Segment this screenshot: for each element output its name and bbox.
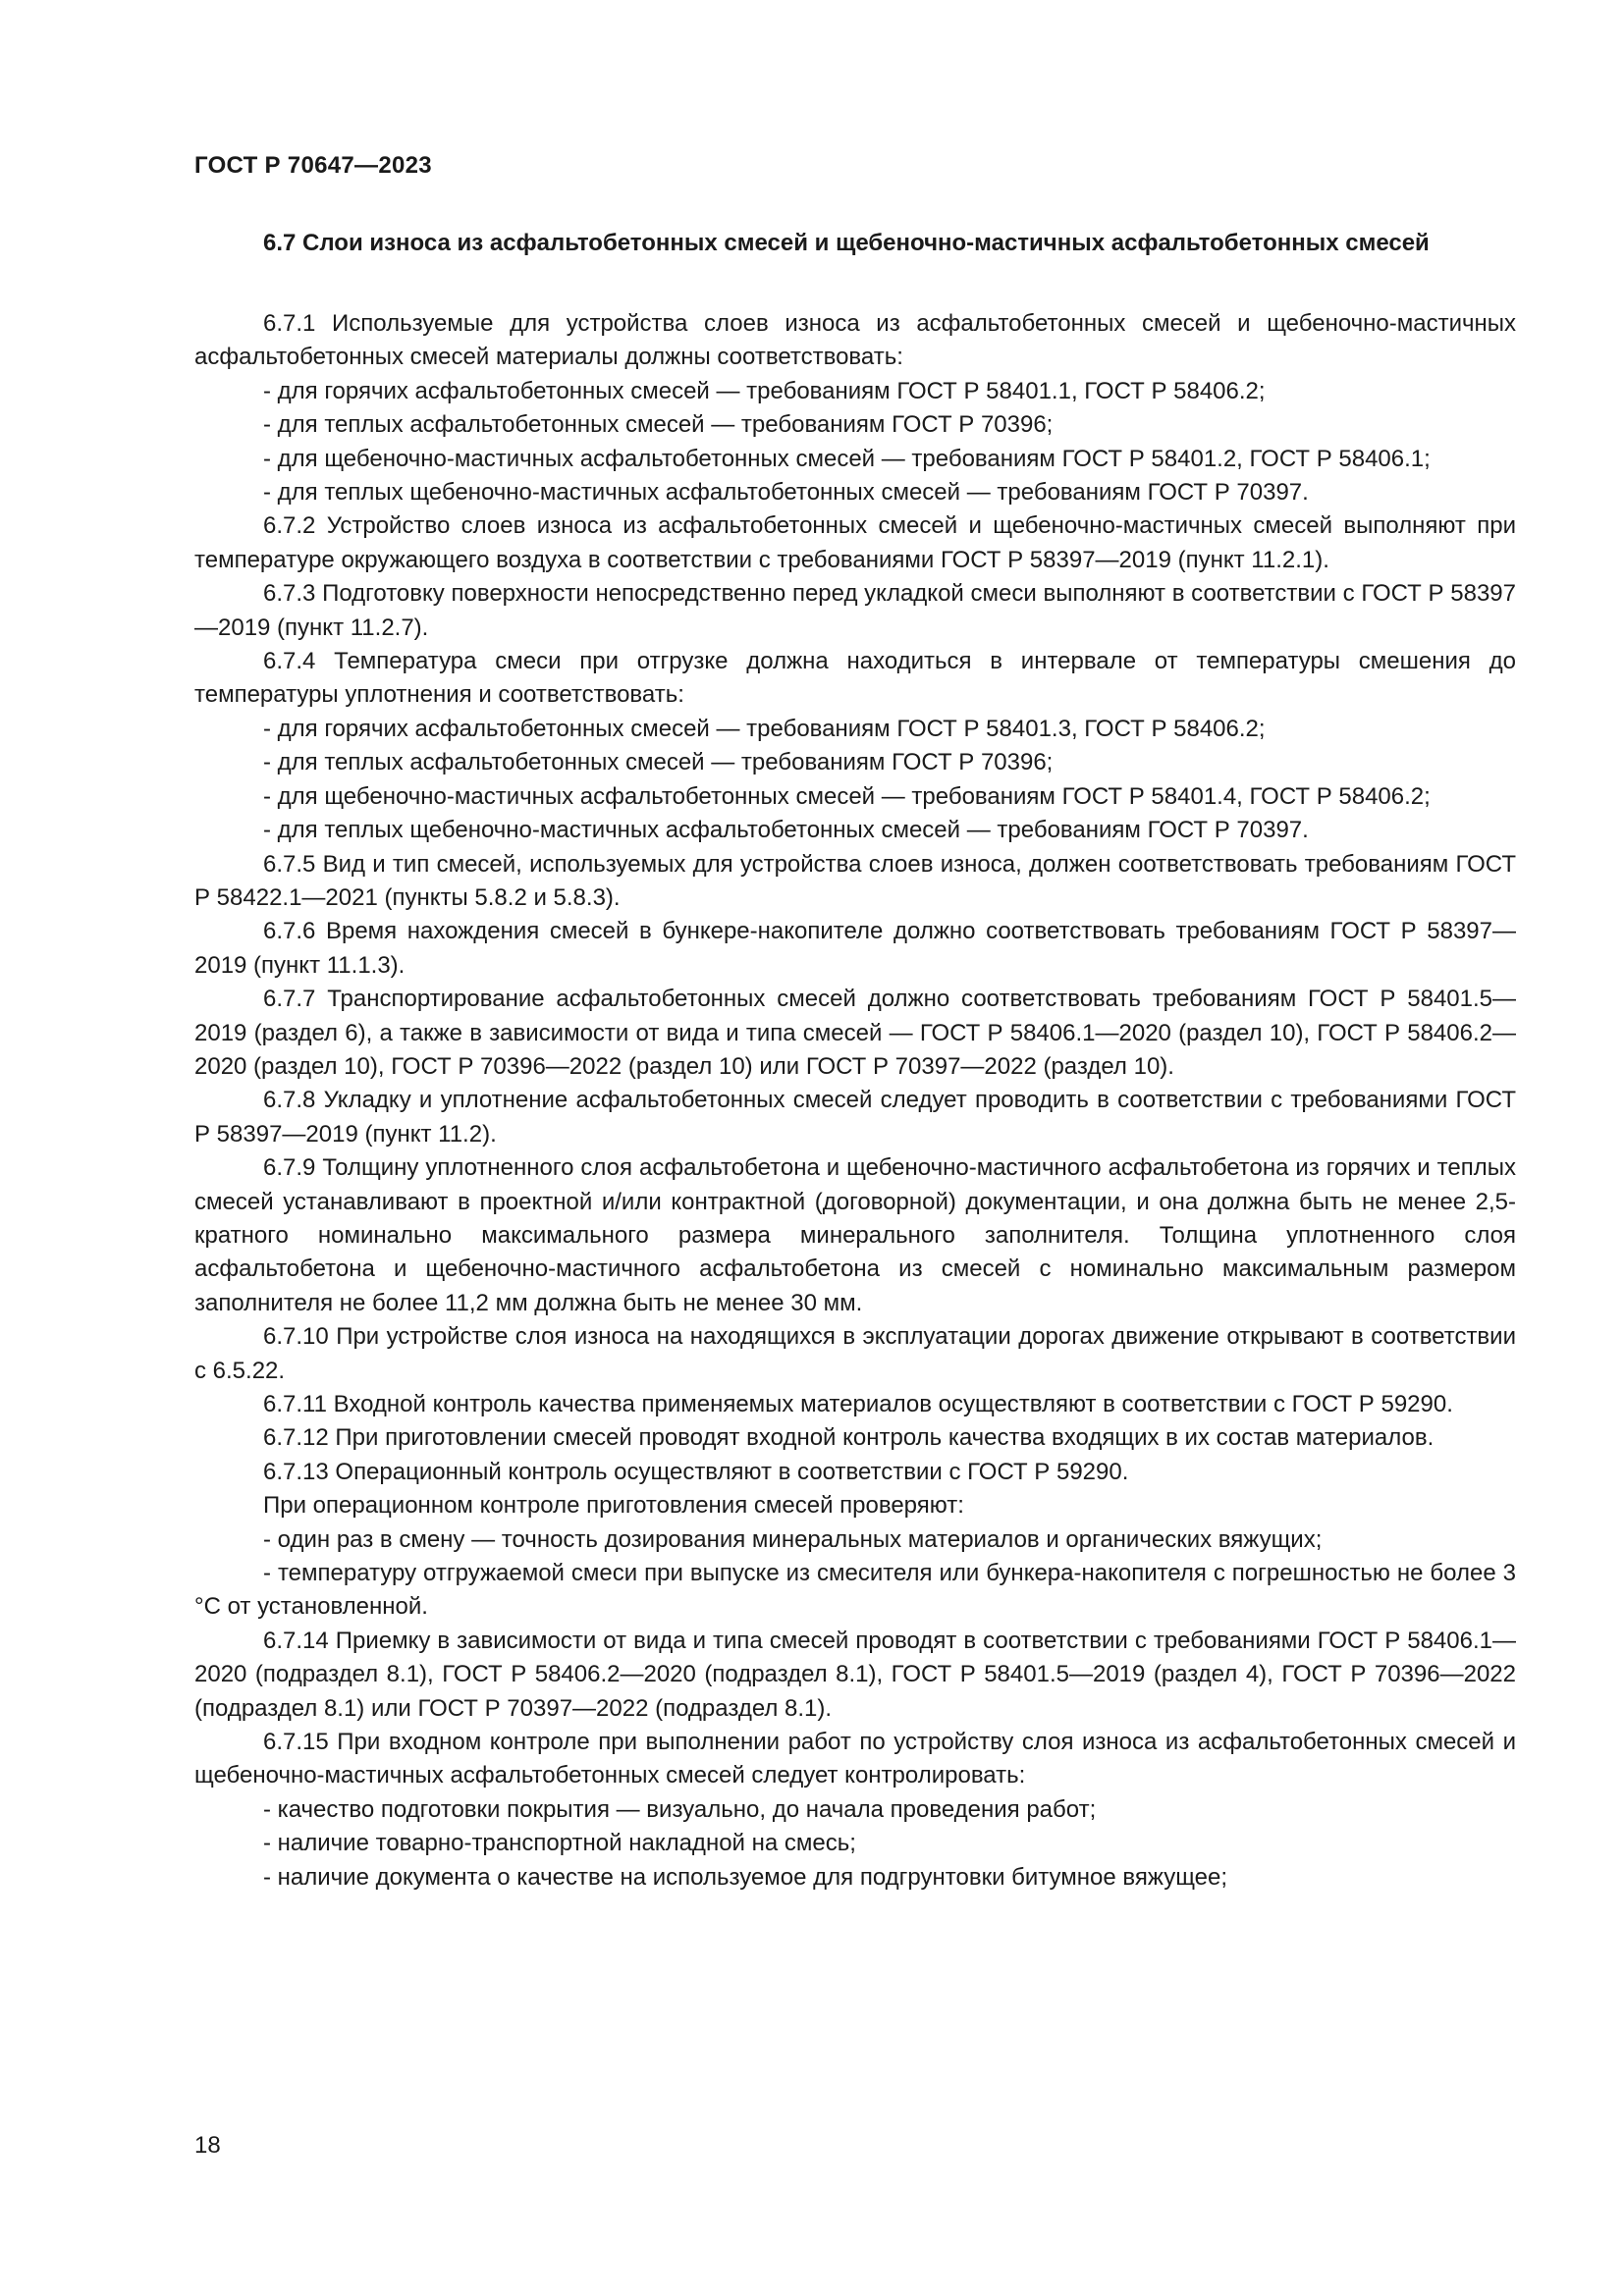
- list-item: - качество подготовки покрытия — визуально, до начала проведения работ;: [263, 1795, 1097, 1823]
- paragraph: 6.7.4 Температура смеси при отгрузке должна находиться в интервале от температуры смешения до температуры уплотнения и соответствовать:: [194, 648, 1516, 709]
- paragraph: 6.7.5 Вид и тип смесей, используемых для устройства слоев износа, должен соответствовать требованиям ГОСТ Р 58422.1—2021 (пункты 5.8.2 и 5.8.3).: [194, 850, 1516, 911]
- paragraph: 6.7.8 Укладку и уплотнение асфальтобетонных смесей следует проводить в соответствии с требованиями ГОСТ Р 58397—2019 (пункт 11.2).: [194, 1087, 1516, 1148]
- paragraph: 6.7.10 При устройстве слоя износа на находящихся в эксплуатации дорогах движение открывают в соответствии с 6.5.22.: [194, 1323, 1516, 1384]
- list-item: - для щебеночно-мастичных асфальтобетонных смесей — требованиям ГОСТ Р 58401.4, ГОСТ Р 58406.2;: [263, 782, 1431, 810]
- paragraph: 6.7.3 Подготовку поверхности непосредственно перед укладкой смеси выполняют в соответствии с ГОСТ Р 58397—2019 (пункт 11.2.7).: [194, 580, 1516, 641]
- list-item: - температуру отгружаемой смеси при выпуске из смесителя или бункера-накопителя с погрешностью не более 3 °С от установленной.: [194, 1560, 1516, 1621]
- list-item: - наличие документа о качестве на используемое для подгрунтовки битумное вяжущее;: [263, 1863, 1228, 1891]
- list-item: - наличие товарно-транспортной накладной на смесь;: [263, 1830, 856, 1857]
- paragraph: 6.7.1 Используемые для устройства слоев износа из асфальтобетонных смесей и щебеночно-мастичных асфальтобетонных смесей материалы должны соответствовать:: [194, 310, 1516, 371]
- paragraph: 6.7.2 Устройство слоев износа из асфальтобетонных смесей и щебеночно-мастичных смесей выполняют при температуре окружающего воздуха в соответствии с требованиями ГОСТ Р 58397—2019 (пункт 11.2.1).: [194, 512, 1516, 573]
- paragraph: 6.7.12 При приготовлении смесей проводят входной контроль качества входящих в их состав материалов.: [263, 1424, 1435, 1452]
- paragraph: 6.7.7 Транспортирование асфальтобетонных смесей должно соответствовать требованиям ГОСТ Р 58401.5—2019 (раздел 6), а также в зависимости от вида и типа смесей — ГОСТ Р 58406.1—2020 (раздел 10), ГОСТ Р 58406.2—2020 (раздел 10), ГОСТ Р 70396—2022 (раздел 10) или ГОСТ Р 70397—2022 (раздел 10).: [194, 986, 1516, 1080]
- paragraph: 6.7.11 Входной контроль качества применяемых материалов осуществляют в соответствии с ГОСТ Р 59290.: [263, 1391, 1453, 1417]
- paragraph: 6.7.14 Приемку в зависимости от вида и типа смесей проводят в соответствии с требованиями ГОСТ Р 58406.1—2020 (подраздел 8.1), ГОСТ Р 58406.2—2020 (подраздел 8.1), ГОСТ Р 58401.5—2019 (раздел 4), ГОСТ Р 70396—2022 (подраздел 8.1) или ГОСТ Р 70397—2022 (подраздел 8.1).: [194, 1627, 1516, 1722]
- section-title: 6.7 Слои износа из асфальтобетонных смесей и щебеночно-мастичных асфальтобетонных смесей: [263, 230, 1430, 256]
- paragraph: При операционном контроле приготовления смесей проверяют:: [263, 1492, 964, 1520]
- list-item: - один раз в смену — точность дозирования минеральных материалов и органических вяжущих;: [263, 1525, 1323, 1553]
- paragraph: 6.7.6 Время нахождения смесей в бункере-накопителе должно соответствовать требованиям ГОСТ Р 58397—2019 (пункт 11.1.3).: [194, 918, 1516, 979]
- list-item: - для щебеночно-мастичных асфальтобетонных смесей — требованиям ГОСТ Р 58401.2, ГОСТ Р 58406.1;: [263, 445, 1431, 472]
- list-item: - для теплых щебеночно-мастичных асфальтобетонных смесей — требованиям ГОСТ Р 70397.: [263, 479, 1309, 507]
- list-item: - для горячих асфальтобетонных смесей — требованиям ГОСТ Р 58401.3, ГОСТ Р 58406.2;: [263, 715, 1266, 742]
- list-item: - для теплых асфальтобетонных смесей — требованиям ГОСТ Р 70396;: [263, 749, 1054, 776]
- page-number: 18: [194, 2132, 221, 2159]
- document-code-header: ГОСТ Р 70647—2023: [194, 152, 432, 179]
- paragraph: 6.7.15 При входном контроле при выполнении работ по устройству слоя износа из асфальтобетонных смесей и щебеночно-мастичных асфальтобетонных смесей следует контролировать:: [194, 1729, 1516, 1789]
- list-item: - для теплых щебеночно-мастичных асфальтобетонных смесей — требованиям ГОСТ Р 70397.: [263, 817, 1309, 844]
- list-item: - для теплых асфальтобетонных смесей — требованиям ГОСТ Р 70396;: [263, 411, 1054, 439]
- paragraph: 6.7.13 Операционный контроль осуществляют в соответствии с ГОСТ Р 59290.: [263, 1458, 1129, 1485]
- list-item: - для горячих асфальтобетонных смесей — требованиям ГОСТ Р 58401.1, ГОСТ Р 58406.2;: [263, 377, 1266, 404]
- document-body: [194, 307, 1516, 1895]
- paragraph: 6.7.9 Толщину уплотненного слоя асфальтобетона и щебеночно-мастичного асфальтобетона из горячих и теплых смесей устанавливают в проектной и/или контрактной (договорной) документации, и она должна быть не менее 2,5-кратного номинально максимального размера минерального заполнителя. Толщина уплотненного слоя асфальтобетона и щебеночно-мастичного асфальтобетона из смесей с номинально максимальным размером заполнителя не более 11,2 мм должна быть не менее 30 мм.: [194, 1154, 1516, 1316]
